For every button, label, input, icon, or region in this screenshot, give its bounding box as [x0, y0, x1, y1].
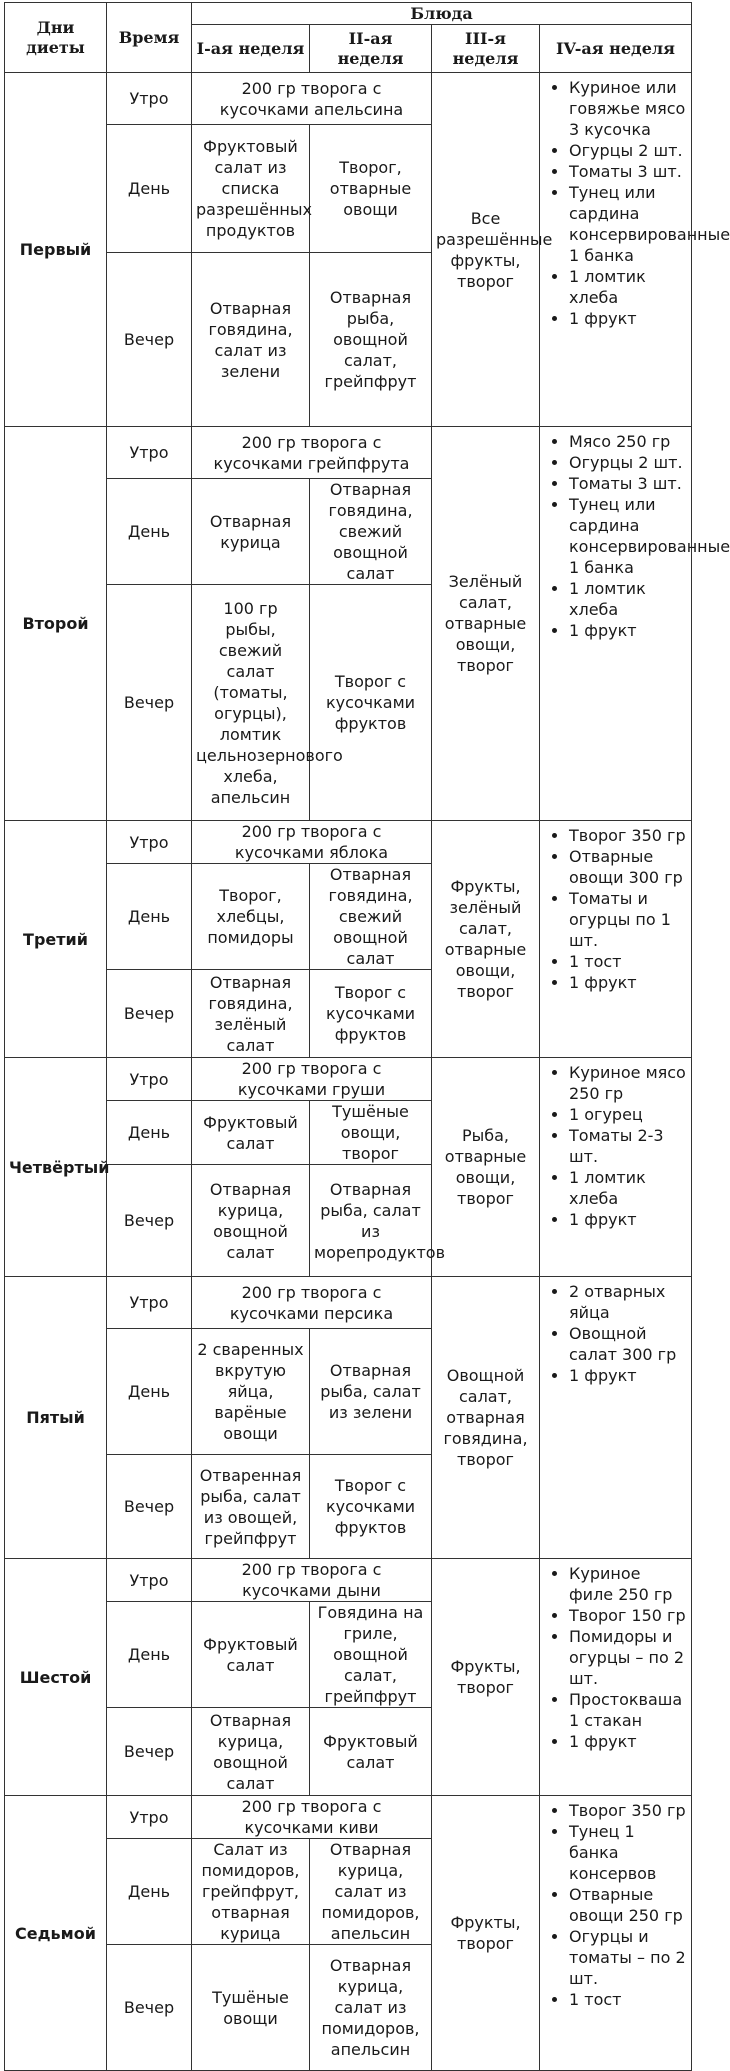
day-meal-week2: Отварная говядина, свежий овощной салат	[310, 479, 432, 585]
list-item: • 1 фрукт	[569, 308, 689, 329]
list-item: • Творог 350 гр	[569, 1800, 689, 1821]
time-evening: Вечер	[107, 1455, 192, 1559]
evening-meal-week1: Отварная курица, овощной салат	[192, 1708, 310, 1796]
list-item: • 2 отварных яйца	[569, 1281, 689, 1323]
time-morning: Утро	[107, 821, 192, 864]
evening-meal-week2: Отварная рыба, салат из морепродуктов	[310, 1165, 432, 1277]
list-item: • 1 фрукт	[569, 620, 689, 641]
evening-meal-week1: Отварная говядина, салат из зелени	[192, 253, 310, 427]
list-item: • Куриное или говяжье мясо 3 кусочка	[569, 77, 689, 140]
time-day: День	[107, 1839, 192, 1945]
list-item: • Томаты 3 шт.	[569, 473, 689, 494]
evening-meal-week2: Фруктовый салат	[310, 1708, 432, 1796]
header-week-2: II-ая неделя	[310, 25, 432, 73]
list-item: • 1 ломтик хлеба	[569, 266, 689, 308]
day-meal-week1: Отварная курица	[192, 479, 310, 585]
list-item: • Творог 350 гр	[569, 825, 689, 846]
evening-meal-week2: Отварная рыба, овощной салат, грейпфрут	[310, 253, 432, 427]
list-item: • 1 тост	[569, 1989, 689, 2010]
evening-meal-week1: 100 гр рыбы, свежий салат (томаты, огурцы), ломтик цельнозернового хлеба, апельсин	[192, 585, 310, 821]
header-week-3: III-я неделя	[432, 25, 540, 73]
table-row	[5, 1058, 692, 1101]
week4-menu	[540, 427, 730, 821]
day-meal-week1: Салат из помидоров, грейпфрут, отварная курица	[192, 1839, 310, 1945]
day-meal-week2: Говядина на гриле, овощной салат, грейпфрут	[310, 1602, 432, 1708]
day-meal-week2: Отварная говядина, свежий овощной салат	[310, 864, 432, 970]
time-morning: Утро	[107, 1796, 192, 1839]
list-item: • 1 огурец	[569, 1104, 689, 1125]
time-morning: Утро	[107, 1559, 192, 1602]
day-label: Третий	[5, 821, 107, 1058]
day-label: Четвёртый	[5, 1058, 107, 1277]
header-dishes: Блюда	[192, 3, 692, 25]
week4-menu	[540, 821, 692, 1058]
list-item: • Куриное мясо 250 гр	[569, 1062, 689, 1104]
time-day: День	[107, 1101, 192, 1165]
list-item: • Огурцы и томаты – по 2 шт.	[569, 1926, 689, 1989]
day-meal-week2: Отварная рыба, салат из зелени	[310, 1329, 432, 1455]
week3-menu: Все разрешённые фрукты, творог	[432, 73, 540, 427]
header-time: Время	[107, 3, 192, 73]
time-day: День	[107, 479, 192, 585]
diet-table	[4, 2, 730, 2071]
list-item: • 1 фрукт	[569, 1731, 689, 1752]
week4-menu	[540, 1796, 692, 2071]
day-meal-week1: Фруктовый салат	[192, 1101, 310, 1165]
time-day: День	[107, 864, 192, 970]
day-label: Шестой	[5, 1559, 107, 1796]
list-item: • Огурцы 2 шт.	[569, 452, 689, 473]
list-item: • Творог 150 гр	[569, 1605, 689, 1626]
week3-menu: Зелёный салат, отварные овощи, творог	[432, 427, 540, 821]
list-item: • Томаты 3 шт.	[569, 161, 689, 182]
list-item: • 1 ломтик хлеба	[569, 578, 689, 620]
morning-meal: 200 гр творога с кусочками грейпфрута	[192, 427, 432, 479]
time-morning: Утро	[107, 73, 192, 125]
evening-meal-week1: Отварная курица, овощной салат	[192, 1165, 310, 1277]
list-item: • Томаты и огурцы по 1 шт.	[569, 888, 689, 951]
table-row	[5, 427, 692, 479]
header-week-4: IV-ая неделя	[540, 25, 692, 73]
header-week-1: I-ая неделя	[192, 25, 310, 73]
day-meal-week2: Творог, отварные овощи	[310, 125, 432, 253]
list-item: • 1 фрукт	[569, 1209, 689, 1230]
header-days: Дни диеты	[5, 3, 107, 73]
week3-menu: Фрукты, творог	[432, 1559, 540, 1796]
table-row	[5, 1796, 692, 1839]
morning-meal: 200 гр творога с кусочками киви	[192, 1796, 432, 1839]
morning-meal: 200 гр творога с кусочками яблока	[192, 821, 432, 864]
day-label: Пятый	[5, 1277, 107, 1559]
list-item: • Отварные овощи 250 гр	[569, 1884, 689, 1926]
week3-menu: Фрукты, творог	[432, 1796, 540, 2071]
morning-meal: 200 гр творога с кусочками дыни	[192, 1559, 432, 1602]
week4-menu	[540, 73, 730, 427]
time-evening: Вечер	[107, 1708, 192, 1796]
evening-meal-week1: Тушёные овощи	[192, 1945, 310, 2071]
week4-menu	[540, 1559, 692, 1796]
list-item: • 1 ломтик хлеба	[569, 1167, 689, 1209]
day-meal-week1: Творог, хлебцы, помидоры	[192, 864, 310, 970]
list-item: • Отварные овощи 300 гр	[569, 846, 689, 888]
evening-meal-week2: Творог с кусочками фруктов	[310, 585, 432, 821]
week4-menu	[540, 1277, 692, 1559]
week4-list	[542, 1563, 689, 1752]
list-item: • Куриное филе 250 гр	[569, 1563, 689, 1605]
list-item: • Тунец или сардина консервированные 1 банка	[569, 494, 689, 578]
week3-menu: Овощной салат, отварная говядина, творог	[432, 1277, 540, 1559]
list-item: • Тунец или сардина консервированные 1 банка	[569, 182, 689, 266]
evening-meal-week1: Отваренная рыба, салат из овощей, грейпфрут	[192, 1455, 310, 1559]
list-item: • 1 фрукт	[569, 1365, 689, 1386]
morning-meal: 200 гр творога с кусочками груши	[192, 1058, 432, 1101]
day-label: Второй	[5, 427, 107, 821]
table-row	[5, 73, 692, 125]
week4-list	[542, 1800, 689, 2010]
week4-list	[542, 825, 689, 993]
day-label: Первый	[5, 73, 107, 427]
time-evening: Вечер	[107, 970, 192, 1058]
week3-menu: Рыба, отварные овощи, творог	[432, 1058, 540, 1277]
list-item: • Помидоры и огурцы – по 2 шт.	[569, 1626, 689, 1689]
list-item: • 1 тост	[569, 951, 689, 972]
day-meal-week2: Тушёные овощи, творог	[310, 1101, 432, 1165]
evening-meal-week1: Отварная говядина, зелёный салат	[192, 970, 310, 1058]
time-morning: Утро	[107, 1058, 192, 1101]
list-item: • Простокваша 1 стакан	[569, 1689, 689, 1731]
time-day: День	[107, 125, 192, 253]
list-item: • Огурцы 2 шт.	[569, 140, 689, 161]
time-evening: Вечер	[107, 253, 192, 427]
table-row	[5, 1559, 692, 1602]
week3-menu: Фрукты, зелёный салат, отварные овощи, творог	[432, 821, 540, 1058]
evening-meal-week2: Творог с кусочками фруктов	[310, 1455, 432, 1559]
week4-menu	[540, 1058, 692, 1277]
week4-list	[542, 431, 730, 641]
diet-table-body	[5, 73, 730, 2071]
time-evening: Вечер	[107, 1945, 192, 2071]
day-meal-week1: 2 сваренных вкрутую яйца, варёные овощи	[192, 1329, 310, 1455]
day-meal-week1: Фруктовый салат из списка разрешённых продуктов	[192, 125, 310, 253]
time-morning: Утро	[107, 1277, 192, 1329]
week4-list	[542, 77, 730, 329]
day-label: Седьмой	[5, 1796, 107, 2071]
list-item: • Тунец 1 банка консервов	[569, 1821, 689, 1884]
list-item: • Томаты 2-3 шт.	[569, 1125, 689, 1167]
week4-list	[542, 1281, 689, 1386]
table-row	[5, 821, 692, 864]
time-morning: Утро	[107, 427, 192, 479]
morning-meal: 200 гр творога с кусочками персика	[192, 1277, 432, 1329]
list-item: • 1 фрукт	[569, 972, 689, 993]
list-item: • Овощной салат 300 гр	[569, 1323, 689, 1365]
time-day: День	[107, 1602, 192, 1708]
evening-meal-week2: Отварная курица, салат из помидоров, апельсин	[310, 1945, 432, 2071]
day-meal-week2: Отварная курица, салат из помидоров, апельсин	[310, 1839, 432, 1945]
week4-list	[542, 1062, 689, 1230]
list-item: • Мясо 250 гр	[569, 431, 689, 452]
time-evening: Вечер	[107, 1165, 192, 1277]
table-row	[5, 1277, 692, 1329]
morning-meal: 200 гр творога с кусочками апельсина	[192, 73, 432, 125]
time-evening: Вечер	[107, 585, 192, 821]
evening-meal-week2: Творог с кусочками фруктов	[310, 970, 432, 1058]
day-meal-week1: Фруктовый салат	[192, 1602, 310, 1708]
time-day: День	[107, 1329, 192, 1455]
